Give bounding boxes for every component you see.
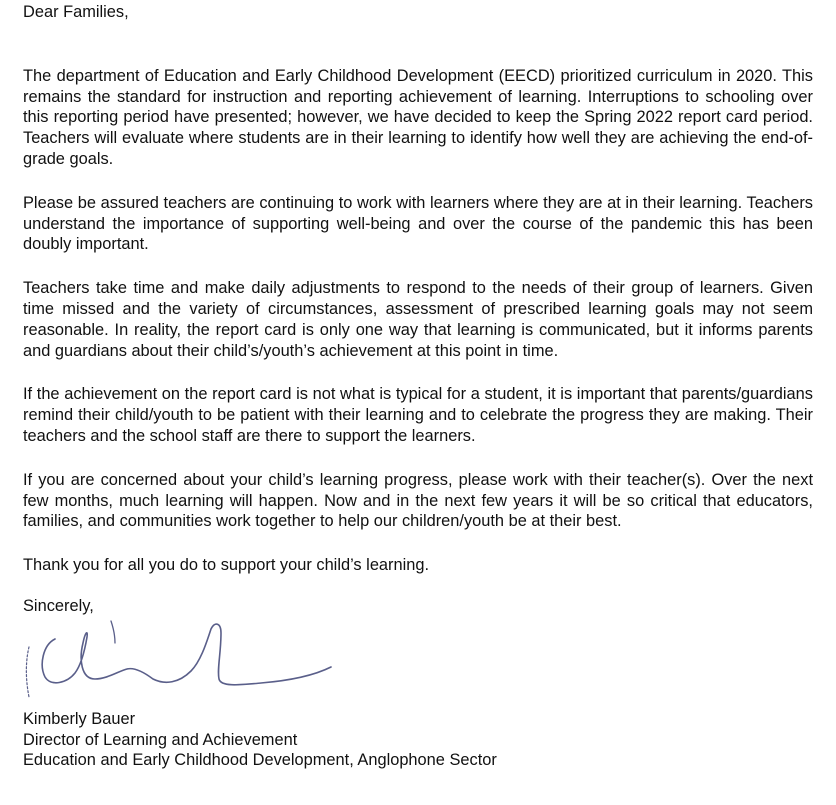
paragraph-adjustments: Teachers take time and make daily adjustments to respond to the needs of their group of learners. Given time missed and the variety of circumstances, assessment of prescribed learning goals may not seem reasonable. In reality, the report card is only one way that learning is communicated, but it informs parents and guardians about their child’s/youth’s achievement at this point in time. (23, 279, 813, 360)
paragraph-achievement: If the achievement on the report card is not what is typical for a student, it is important that parents/guardians remind their child/youth to be patient with their learning and to celebrate the progress they are making. Their teachers and the school staff are there to support the learners. (23, 385, 813, 445)
letter (23, 0, 813, 771)
paragraph-assurance: Please be assured teachers are continuing to work with learners where they are at in their learning. Teachers understand the importance of supporting well-being and over the course of the pandemic this has been doubly important. (23, 193, 813, 254)
handwritten-signature (15, 619, 345, 699)
salutation: Dear Families, (23, 3, 129, 21)
paragraph-concerns: If you are concerned about your child’s learning progress, please work with their teacher(s). Over the next few months, much learning will happen. Now and in the next few years it will be so critical that educators, families, and communities work together to help our children/youth be at their best. (23, 470, 813, 531)
closing: Sincerely, (23, 596, 94, 615)
signatory-name: Kimberly Bauer (23, 709, 136, 728)
signatory-department: Education and Early Childhood Development, Anglophone Sector (23, 751, 497, 770)
paragraph-curriculum: The department of Education and Early Childhood Development (EECD) prioritized curriculum in 2020. This remains the standard for instruction and reporting achievement of learning. Interruptions to schooling over this reporting period have presented; however, we have decided to keep the Spring 2022 report card period. Teachers will evaluate where students are in their learning to identify how well they are achieving the end-of-grade goals. (23, 66, 813, 168)
signatory-title: Director of Learning and Achievement (23, 730, 298, 749)
paragraph-thanks: Thank you for all you do to support your child’s learning. (23, 556, 430, 575)
